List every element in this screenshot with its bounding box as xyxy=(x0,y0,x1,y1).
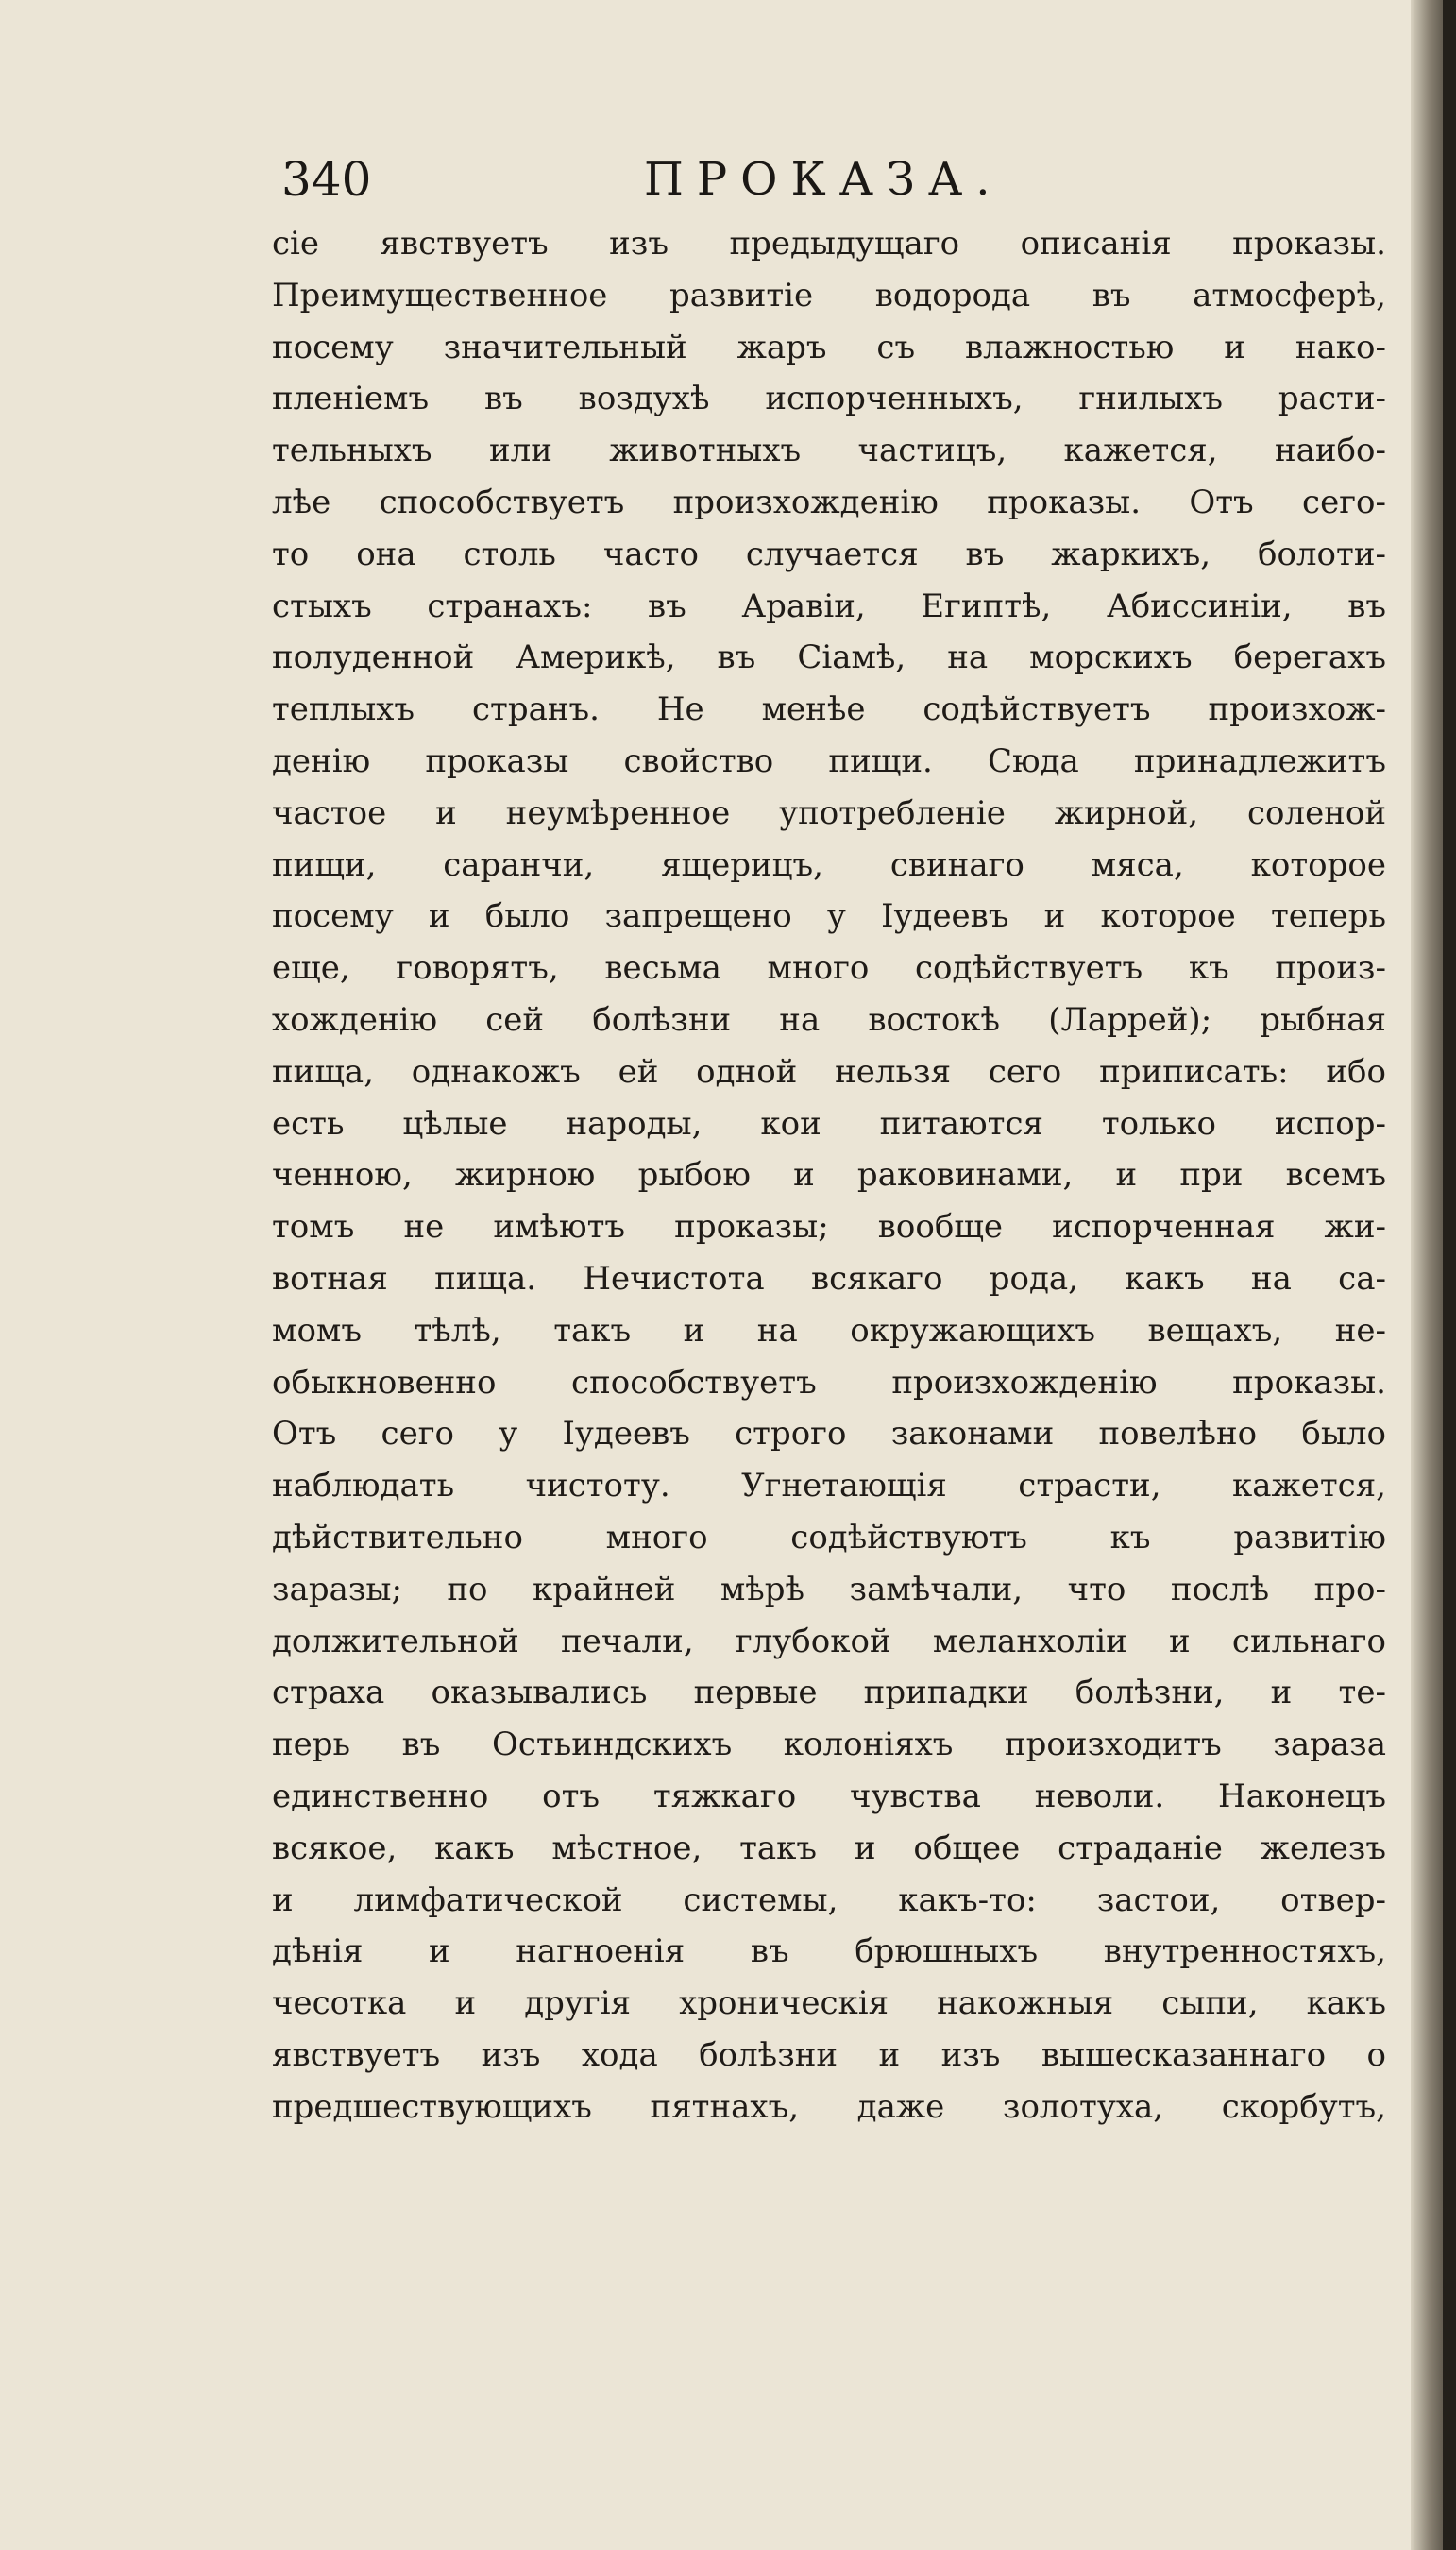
text-line: сіе явствуетъ изъ предыдущаго описанія проказы. xyxy=(272,225,1386,263)
text-line: заразы; по крайней мѣрѣ замѣчали, что послѣ про- xyxy=(272,1570,1386,1608)
text-line: страха оказывались первые припадки болѣзни, и те- xyxy=(272,1674,1386,1712)
text-line: и лимфатической системы, какъ-то: застои, отвер- xyxy=(272,1880,1386,1919)
text-line: есть цѣлые народы, кои питаются только испор- xyxy=(272,1104,1386,1143)
text-line: всякое, какъ мѣстное, такъ и общее страданіе железъ xyxy=(272,1828,1386,1867)
text-line: перь въ Остьиндскихъ колоніяхъ произходитъ зараза xyxy=(272,1726,1386,1764)
text-line: посему значительный жаръ съ влажностью и нако- xyxy=(272,328,1386,366)
page-number: 340 xyxy=(281,152,372,207)
page-header xyxy=(281,142,1367,217)
text-line: обыкновенно способствуетъ произхожденію проказы. xyxy=(272,1363,1386,1402)
text-line: то она столь часто случается въ жаркихъ, болоти- xyxy=(272,535,1386,573)
text-line: предшествующихъ пятнахъ, даже золотуха, скорбутъ, xyxy=(272,2087,1386,2126)
text-line: стыхъ странахъ: въ Аравіи, Египтѣ, Абиссиніи, въ xyxy=(272,586,1386,625)
text-line: должительной печали, глубокой меланхоліи и сильнаго xyxy=(272,1622,1386,1660)
text-line: наблюдать чистоту. Угнетающія страсти, кажется, xyxy=(272,1467,1386,1505)
page-edge-dark xyxy=(1443,0,1456,2550)
text-line: частое и неумѣренное употребленіе жирной, соленой xyxy=(272,793,1386,832)
body-text xyxy=(272,218,1386,2133)
text-line: момъ тѣлѣ, такъ и на окружающихъ вещахъ, не- xyxy=(272,1311,1386,1350)
text-line: еще, говорятъ, весьма много содѣйствуетъ къ произ- xyxy=(272,949,1386,988)
text-line: пленіемъ въ воздухѣ испорченныхъ, гнилыхъ расти- xyxy=(272,380,1386,418)
text-line: денію проказы свойство пищи. Сюда принадлежитъ xyxy=(272,741,1386,780)
text-line: дѣйствительно много содѣйствуютъ къ развитію xyxy=(272,1518,1386,1556)
text-line: явствуетъ изъ хода болѣзни и изъ вышесказаннаго о xyxy=(272,2035,1386,2074)
text-line: дѣнія и нагноенія въ брюшныхъ внутренностяхъ, xyxy=(272,1932,1386,1971)
text-line: хожденію сей болѣзни на востокѣ (Ларрей); рыбная xyxy=(272,1000,1386,1039)
text-line: Отъ сего у Іудеевъ строго законами повелѣно было xyxy=(272,1415,1386,1454)
text-line: единственно отъ тяжкаго чувства неволи. Наконецъ xyxy=(272,1776,1386,1815)
text-line: теплыхъ странъ. Не менѣе содѣйствуетъ произхож- xyxy=(272,690,1386,729)
text-line: тельныхъ или животныхъ частицъ, кажется, наибо- xyxy=(272,432,1386,470)
running-title: ПРОКАЗА. xyxy=(644,153,1004,206)
text-line: чесотка и другія хроническія накожныя сыпи, какъ xyxy=(272,1984,1386,2023)
text-line: ченною, жирною рыбою и раковинами, и при всемъ xyxy=(272,1156,1386,1195)
text-line: посему и было запрещено у Іудеевъ и которое теперь xyxy=(272,897,1386,936)
text-line: лѣе способствуетъ произхожденію проказы. Отъ сего- xyxy=(272,483,1386,521)
text-line: Преимущественное развитіе водорода въ атмосферѣ, xyxy=(272,276,1386,314)
text-line: томъ не имѣютъ проказы; вообще испорченная жи- xyxy=(272,1208,1386,1247)
text-line: пища, однакожъ ей одной нельзя сего приписать: ибо xyxy=(272,1052,1386,1091)
text-line: полуденной Америкѣ, въ Сіамѣ, на морскихъ берегахъ xyxy=(272,638,1386,677)
text-line: вотная пища. Нечистота всякаго рода, какъ на са- xyxy=(272,1259,1386,1298)
text-line: пищи, саранчи, ящерицъ, свинаго мяса, которое xyxy=(272,845,1386,884)
